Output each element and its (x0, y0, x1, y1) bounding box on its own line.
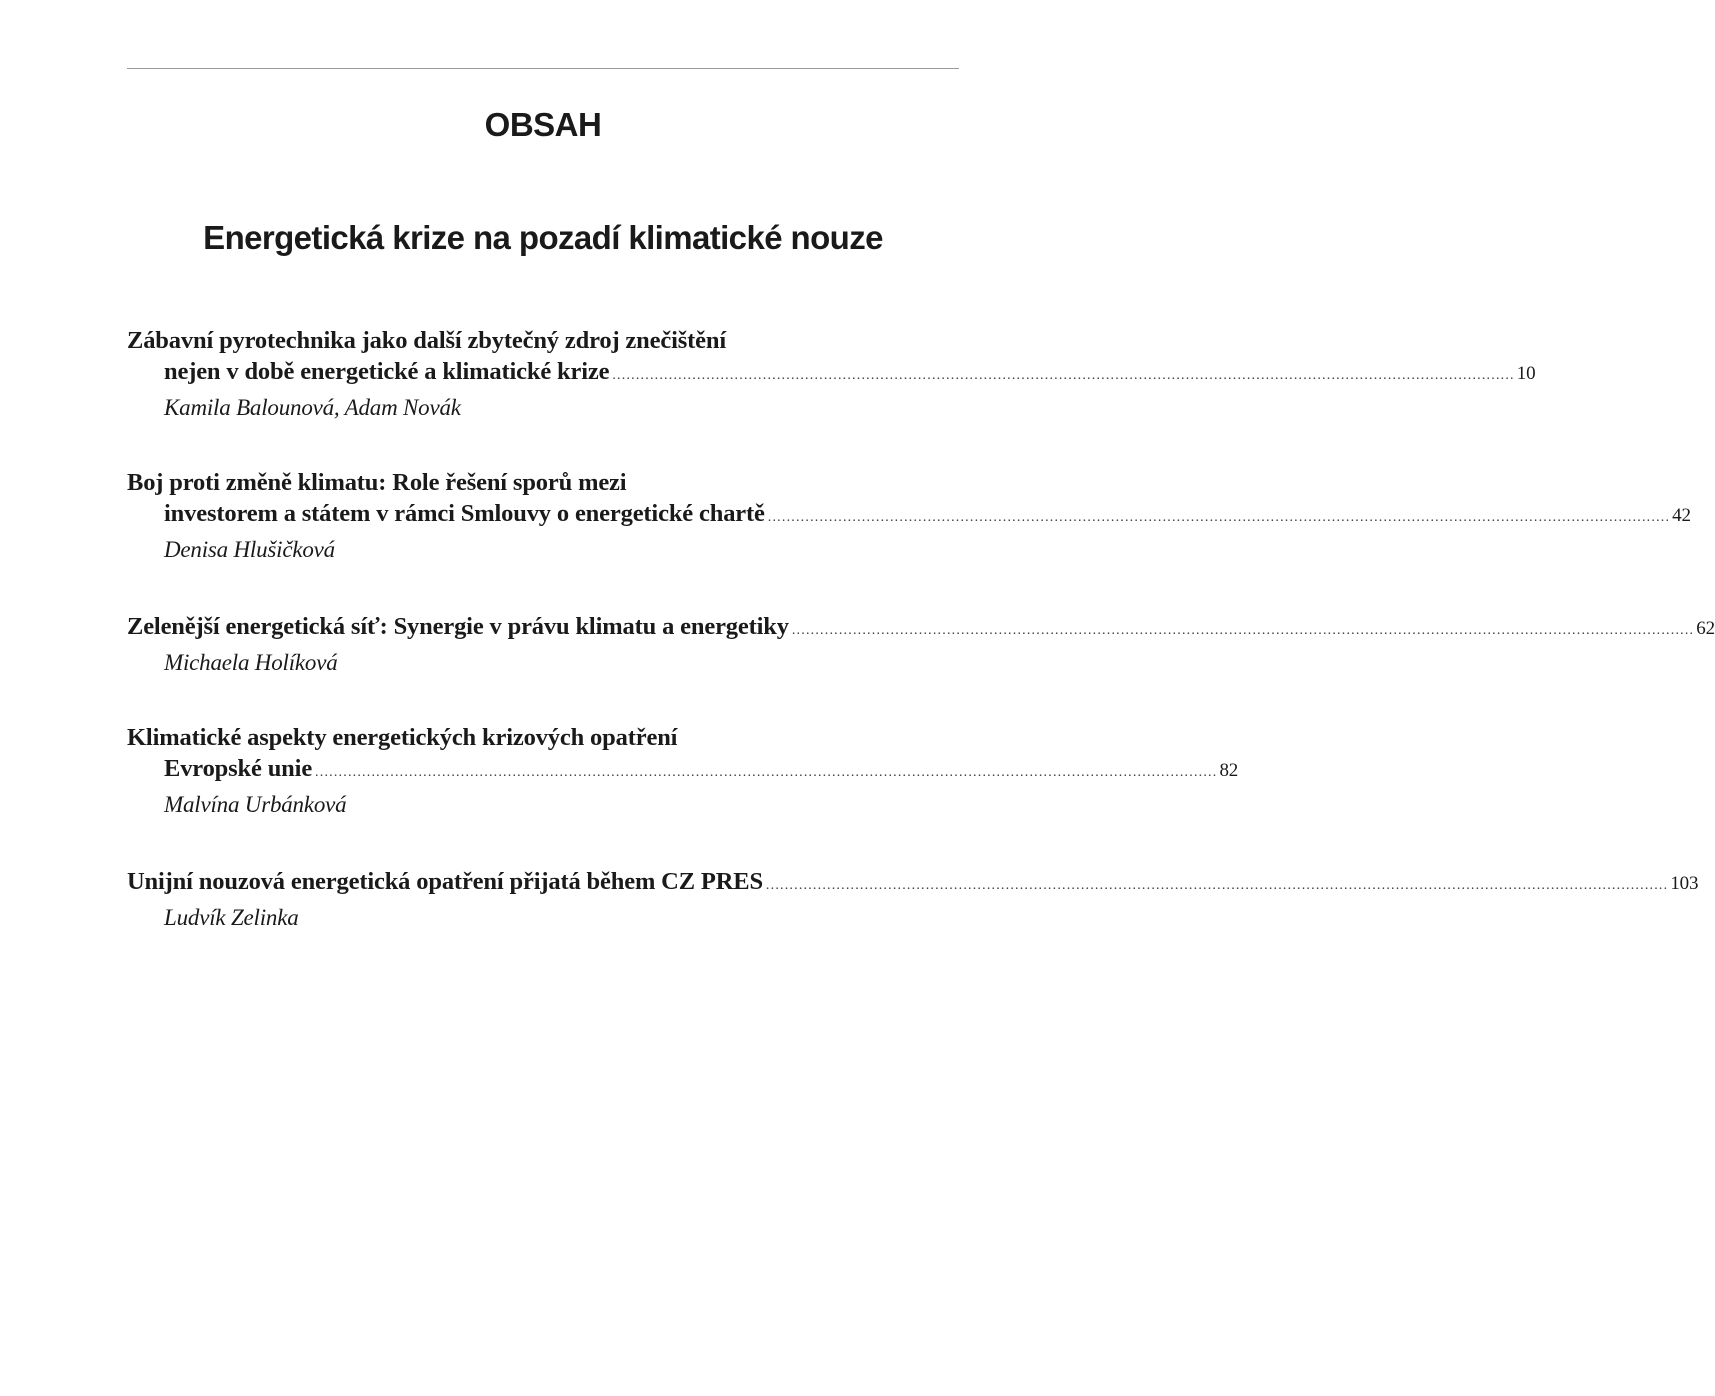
toc-entry-page-number: 10 (1516, 363, 1536, 384)
table-of-contents (127, 325, 1715, 934)
dot-leader: ................................................................................................................................................................................................ (612, 368, 1515, 383)
toc-entry-title: Zelenější energetická síť: Synergie v právu klimatu a energetiky (127, 613, 789, 640)
toc-entry-author: Malvína Urbánková (164, 792, 347, 817)
toc-entry-title-line (127, 498, 1691, 533)
toc-entry[interactable] (127, 611, 1715, 679)
toc-entry-author: Denisa Hlušičková (164, 537, 335, 562)
toc-entry-page-number: 103 (1670, 873, 1699, 894)
toc-entry-title-line (127, 722, 959, 753)
top-rule (127, 68, 959, 69)
toc-entry[interactable] (127, 325, 1536, 424)
dot-leader: ................................................................................................................................................................................................ (765, 878, 1669, 893)
dot-leader: ................................................................................................................................................................................................ (315, 765, 1218, 780)
dot-leader: ................................................................................................................................................................................................ (791, 623, 1695, 638)
toc-entry-author: Kamila Balounová, Adam Novák (164, 395, 461, 420)
toc-entry-title-line (127, 356, 1536, 391)
toc-entry-title: Unijní nouzová energetická opatření přijatá během CZ PRES (127, 868, 763, 895)
toc-entry-title: Zábavní pyrotechnika jako další zbytečný zdroj znečištění (127, 327, 726, 354)
dot-leader: ................................................................................................................................................................................................ (767, 510, 1671, 525)
toc-entry-title-line (127, 467, 959, 498)
toc-heading: OBSAH (484, 106, 602, 143)
section-title: Energetická krize na pozadí klimatické nouze (203, 219, 883, 256)
toc-entry[interactable] (127, 866, 1699, 934)
toc-entry-title-line (127, 866, 1699, 901)
toc-entry-title: investorem a státem v rámci Smlouvy o energetické chartě (164, 500, 765, 527)
toc-entry-title: Klimatické aspekty energetických krizových opatření (127, 724, 678, 751)
toc-entry-title-line (127, 325, 959, 356)
toc-entry-title: Evropské unie (164, 755, 313, 782)
toc-entry-page-number: 42 (1672, 505, 1691, 526)
toc-entry[interactable] (127, 722, 1239, 821)
toc-entry-title-line (127, 611, 1715, 646)
toc-entry-title: nejen v době energetické a klimatické krize (164, 358, 610, 385)
toc-entry-title-line (127, 753, 1239, 788)
toc-entry-author: Ludvík Zelinka (164, 905, 299, 930)
toc-entry[interactable] (127, 467, 1691, 566)
toc-entry-page-number: 62 (1696, 618, 1715, 639)
toc-entry-author: Michaela Holíková (164, 650, 338, 675)
toc-entry-title: Boj proti změně klimatu: Role řešení sporů mezi (127, 469, 627, 496)
toc-entry-page-number: 82 (1219, 760, 1239, 781)
